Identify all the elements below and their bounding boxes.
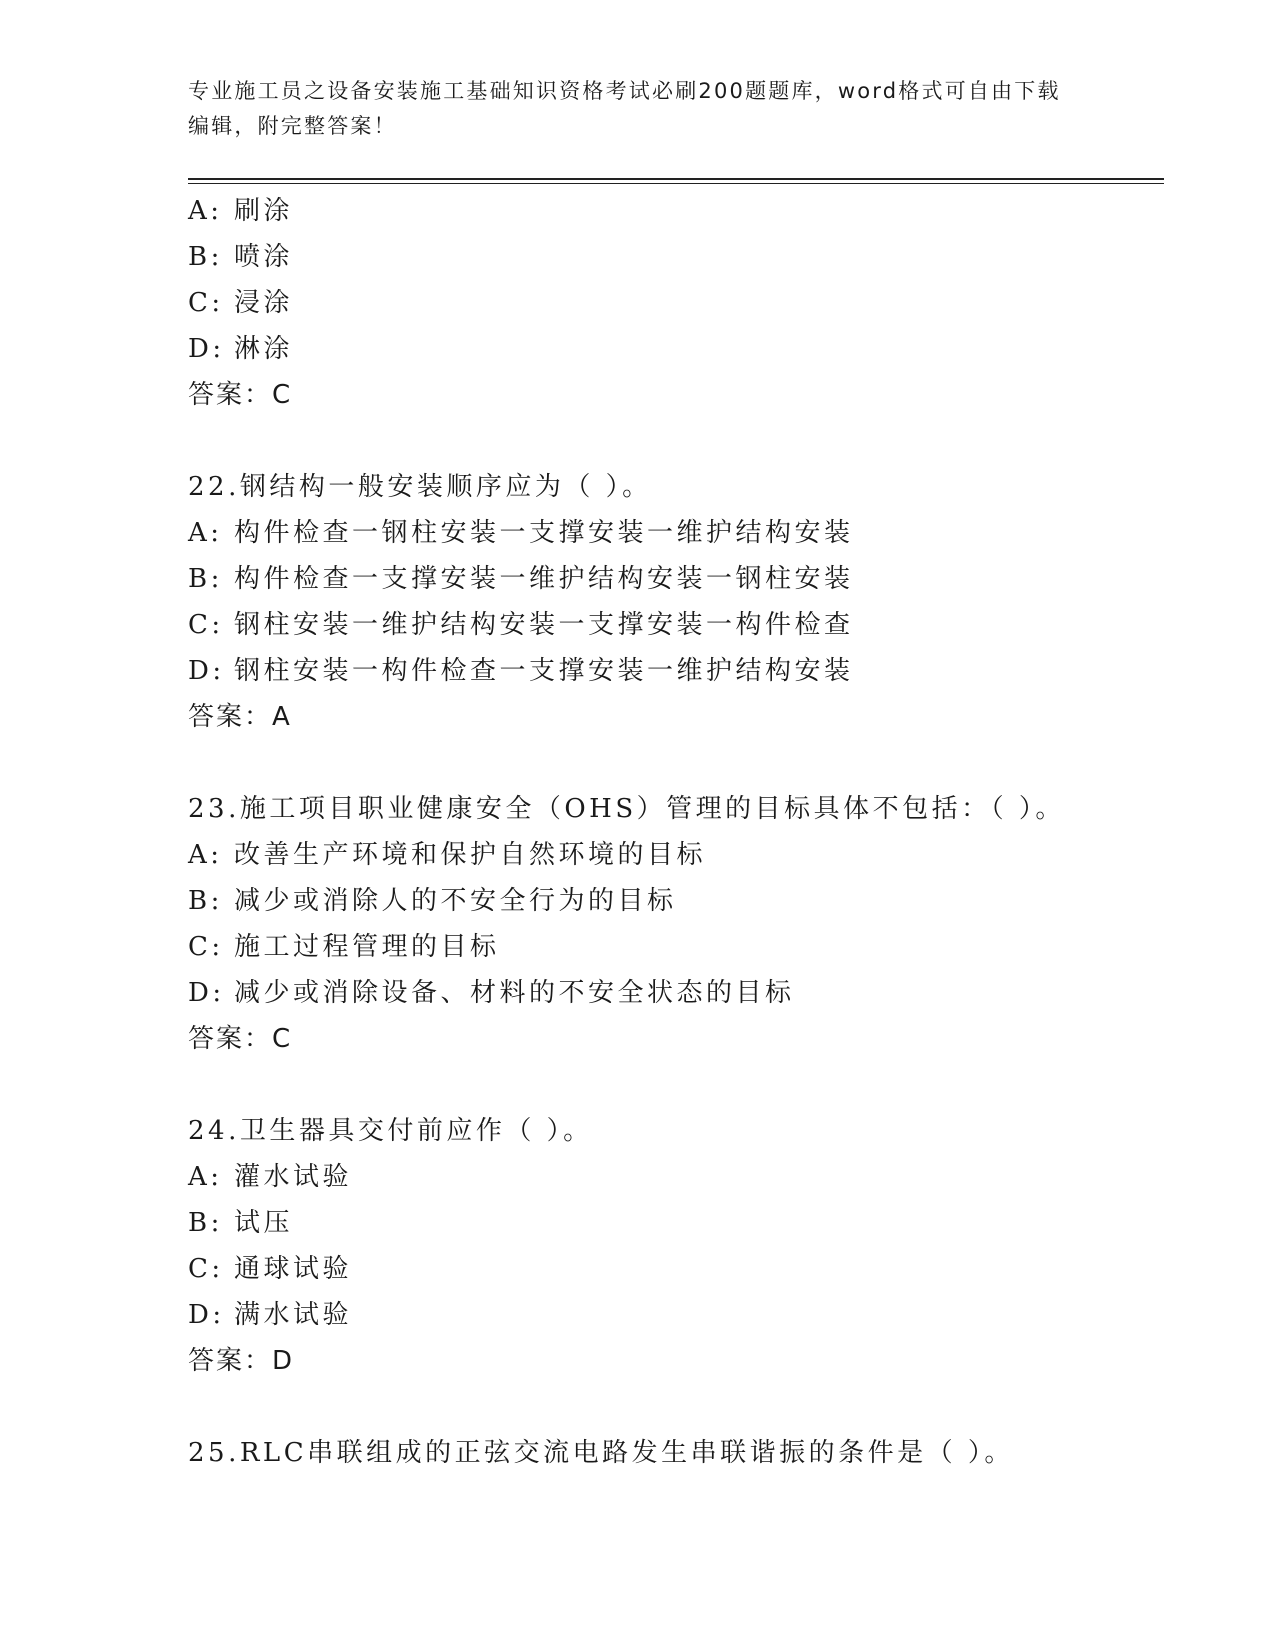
- option-text: 灌水试验: [234, 1162, 353, 1192]
- option-key: D:: [188, 978, 225, 1008]
- spacer: [188, 740, 1168, 786]
- option-c: [188, 602, 1168, 648]
- spacer: [188, 418, 1168, 464]
- document-header: 专业施工员之设备安装施工基础知识资格考试必刷200题题库，word格式可自由下载编辑，附完整答案！: [188, 79, 1061, 138]
- option-text: 刷涂: [234, 196, 294, 226]
- option-key: C:: [188, 932, 224, 962]
- option-text: 满水试验: [234, 1300, 353, 1330]
- option-c: [188, 1246, 1168, 1292]
- option-d: [188, 648, 1168, 694]
- spacer: [188, 1384, 1168, 1430]
- option-b: [188, 234, 1168, 280]
- option-d: [188, 970, 1168, 1016]
- header-divider-thick: [188, 178, 1164, 180]
- option-key: C:: [188, 610, 224, 640]
- answer-line: 答案：C: [188, 380, 293, 410]
- option-text: 施工过程管理的目标: [234, 932, 500, 962]
- option-key: B:: [188, 1208, 223, 1238]
- option-text: 钢柱安装一构件检查一支撑安装一维护结构安装: [234, 656, 854, 686]
- option-key: A:: [188, 196, 223, 226]
- answer-line: 答案：D: [188, 1346, 295, 1376]
- option-key: B:: [188, 564, 223, 594]
- question-stem: 24.卫生器具交付前应作（ ）。: [188, 1116, 593, 1146]
- option-key: A:: [188, 518, 223, 548]
- option-a: [188, 832, 1168, 878]
- option-text: 减少或消除设备、材料的不安全状态的目标: [234, 978, 795, 1008]
- option-b: [188, 1200, 1168, 1246]
- option-b: [188, 556, 1168, 602]
- question-block: [188, 1108, 1168, 1384]
- option-text: 改善生产环境和保护自然环境的目标: [234, 840, 707, 870]
- answer-line: 答案：A: [188, 702, 292, 732]
- question-block: [188, 464, 1168, 740]
- option-key: D:: [188, 656, 225, 686]
- option-b: [188, 878, 1168, 924]
- option-key: B:: [188, 886, 223, 916]
- option-text: 试压: [234, 1208, 294, 1238]
- option-key: B:: [188, 242, 223, 272]
- question-stem: 25.RLC串联组成的正弦交流电路发生串联谐振的条件是（ ）。: [188, 1438, 1014, 1468]
- option-key: C:: [188, 1254, 224, 1284]
- option-key: A:: [188, 1162, 223, 1192]
- header-divider-thin: [188, 183, 1164, 184]
- option-text: 淋涂: [234, 334, 294, 364]
- question-block: [188, 1430, 1168, 1476]
- option-c: [188, 280, 1168, 326]
- question-block: [188, 188, 1168, 418]
- question-block: [188, 786, 1168, 1062]
- option-key: D:: [188, 1300, 225, 1330]
- option-text: 构件检查一钢柱安装一支撑安装一维护结构安装: [234, 518, 854, 548]
- option-text: 构件检查一支撑安装一维护结构安装一钢柱安装: [234, 564, 854, 594]
- option-text: 钢柱安装一维护结构安装一支撑安装一构件检查: [234, 610, 854, 640]
- option-key: D:: [188, 334, 225, 364]
- option-c: [188, 924, 1168, 970]
- question-stem: 23.施工项目职业健康安全（OHS）管理的目标具体不包括：（ ）。: [188, 794, 1065, 824]
- option-text: 通球试验: [234, 1254, 353, 1284]
- option-text: 浸涂: [234, 288, 294, 318]
- option-text: 喷涂: [234, 242, 294, 272]
- answer-line: 答案：C: [188, 1024, 293, 1054]
- option-d: [188, 1292, 1168, 1338]
- question-list: [188, 188, 1168, 1476]
- option-key: C:: [188, 288, 224, 318]
- option-a: [188, 188, 1168, 234]
- option-d: [188, 326, 1168, 372]
- option-a: [188, 1154, 1168, 1200]
- option-text: 减少或消除人的不安全行为的目标: [234, 886, 677, 916]
- option-a: [188, 510, 1168, 556]
- spacer: [188, 1062, 1168, 1108]
- question-stem: 22.钢结构一般安装顺序应为（ ）。: [188, 472, 652, 502]
- option-key: A:: [188, 840, 223, 870]
